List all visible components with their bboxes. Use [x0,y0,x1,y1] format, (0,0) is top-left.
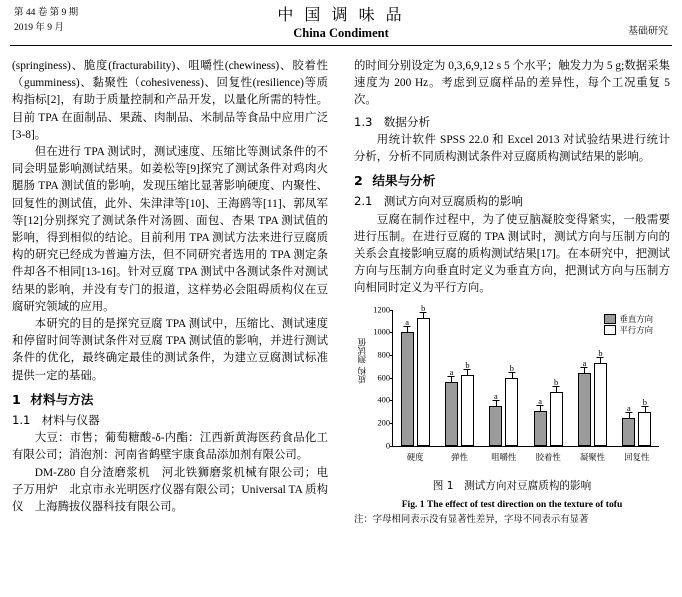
bar [417,303,430,446]
y-axis-tick: 600 [377,373,390,383]
x-axis-tick: 回复性 [624,451,650,462]
journal-title-cn: 中 国 调 味 品 [277,5,405,24]
bar-significance-label: b [465,361,470,371]
left-column [12,58,328,516]
x-axis-tick: 胶着性 [535,451,561,462]
heading-text: 材料与方法 [30,391,94,407]
bar [505,363,518,446]
bar-significance-label: b [598,348,603,358]
y-axis-tickmark [390,355,393,356]
y-axis-tick: 800 [377,350,390,360]
y-axis-tickmark [390,400,393,401]
bar [401,318,414,445]
right-column [354,58,670,526]
heading-results [354,172,670,189]
header-divider [10,45,672,46]
y-axis-tickmark [390,446,393,447]
bar-significance-label: a [449,368,454,378]
bar-significance-label: b [642,397,647,407]
paragraph: 的时间分别设定为 0,3,6,9,12 s 5 个水平；触发力为 5 g;数据采集速度为 200 Hz。考虑到豆腐样品的差异性，每个工况重复 5 次。 [354,60,670,107]
paragraph: 但在进行 TPA 测试时，测试速度、压缩比等测试条件的不同会明显影响测试结果。如姜松等[9]探究了测试条件对鸡肉火腿肠 TPA 测试值的影响，发现压缩比显著影响硬度、内聚性、回复性的测试值，此外、朱津津等[10]、王海鸥等[11]、郭凤军等[12]分别探究了测试条件对汤圆、面包、杏果 TPA 测试值的影响，得到相似的结论。目前利用 TPA 测试方法来进行豆腐质构的研究已经成为普遍方法，但不同研究者选用的 TPA 测定条件却各不相同[13-16]。针对豆腐 TPA 测试中各测试条件对测试结果的影响，并没有专门的报道，这样势必会阻碍质构仪在豆腐研究领域的应用。 [12,146,328,313]
bar [550,378,563,445]
journal-title-en: China Condiment [293,26,389,40]
heading-number: 1.1 [12,413,31,428]
figure-1 [354,304,670,526]
bar [489,391,502,446]
bar [461,361,474,445]
y-axis-tickmark [390,423,393,424]
heading-number: 1.3 [354,114,373,129]
x-axis-tick: 硬度 [406,451,424,462]
bar [622,404,635,445]
bar-significance-label: b [421,303,426,313]
heading-text: 结果与分析 [372,173,436,189]
bar-group [437,310,481,462]
paragraph: 豆腐在制作过程中，为了使豆脑凝胶变得紧实，一般需要进行压制。在进行豆腐的 TPA 测试时，测试方向与压制方向的关系会直接影响豆腐的质构测试结果[17]。在本研究中，把测试方向与压制方向垂直时定义为垂直方向，把测试方向与压制方向相同时定义为平行方向。 [354,213,670,295]
heading-instruments [12,412,328,429]
bar-group [615,310,659,462]
y-axis-tick: 400 [377,395,390,405]
y-axis-tick: 0 [385,441,390,451]
legend-label: 垂直方向 [619,313,653,324]
issue-date: 2019 年 9 月 [14,23,64,33]
bar-group [393,303,437,462]
paragraph: DM-Z80 自分渣磨浆机 河北铁狮磨浆机械有限公司；电子万用炉 北京市永光明医疗仪器有限公司；Universal TA 质构仪 上海腾拔仪器科技有限公司。 [12,466,328,514]
bar [534,396,547,446]
y-axis-tick: 1000 [373,327,390,337]
heading-test-direction [354,193,670,210]
bar [594,348,607,446]
x-axis-tick: 凝聚性 [579,451,606,462]
chart-plot-area [358,303,659,462]
figure-caption-cn: 图 1 测试方向对豆腐质构的影响 [432,479,592,492]
chart-bar-groups [393,303,659,462]
bar-significance-label: a [538,396,542,406]
section-label: 基础研究 [628,26,668,37]
bar-group [570,310,614,462]
heading-number: 1 [12,391,21,407]
x-axis-tick: 弹性 [451,451,468,462]
bar [638,397,651,446]
bar [445,368,458,445]
figure-note: 注：字母相同表示没有显著性差异，字母不同表示有显著 [354,515,589,526]
y-axis-tick: 200 [377,418,390,428]
bar [578,359,591,446]
bar-significance-label: a [626,404,631,414]
heading-data-analysis [354,114,670,131]
y-axis-label: 质构 测试值 [358,337,368,384]
heading-text: 数据分析 [383,114,431,129]
issue-volume: 第 44 卷 第 9 期 [14,8,79,18]
y-axis-tick: 1200 [373,305,390,315]
bar-group [482,310,526,462]
paragraph: 本研究的目的是探究豆腐 TPA 测试中，压缩比、测试速度和停留时间等测试条件对豆腐 TPA 测试值的影响，并进行测试条件的优化，最终确定最佳的测试条件，为建立豆腐测试标准提供一定的基础。 [12,318,328,382]
paragraph: 用统计软件 SPSS 22.0 和 Excel 2013 对试验结果进行统计分析，分析不同质构测试条件对豆腐质构测试结果的影响。 [354,133,670,164]
journal-title [0,2,682,41]
heading-text: 材料与仪器 [41,413,100,428]
legend-label: 平行方向 [619,324,653,335]
x-axis-tick: 咀嚼性 [491,451,517,462]
heading-materials [12,391,328,408]
y-axis-tickmark [390,332,393,333]
bar-significance-label: a [493,391,498,401]
heading-number: 2.1 [354,194,373,209]
bar-significance-label: b [554,378,559,388]
heading-number: 2 [354,173,363,189]
bar-significance-label: a [405,318,410,328]
y-axis-tickmark [390,378,393,379]
bar-group [526,310,570,462]
bar-significance-label: a [582,359,587,369]
heading-text: 测试方向对豆腐质构的影响 [383,194,523,209]
y-axis-tickmark [390,310,393,311]
bar-chart [354,304,666,476]
figure-caption-en: Fig. 1 The effect of test direction on the texture of tofu [401,498,623,510]
paragraph: (springiness)、脆度(fracturability)、咀嚼性(chewiness)、胶着性（gumminess)、黏聚性（cohesiveness)、回复性(resilience)等质构指标[2]，有助于质量控制和产品开发，以量化所需的特性。目前 TPA 在面制品、果蔬、肉制品、米制品等食品中应用广泛[3-8]。 [12,60,328,141]
bar-significance-label: b [509,363,514,373]
paragraph: 大豆：市售；葡萄糖酸-δ-内酯：江西新黄海医药食品化工有限公司；消泡剂：河南省鹤壁宇康食品添加剂有限公司。 [12,432,328,462]
